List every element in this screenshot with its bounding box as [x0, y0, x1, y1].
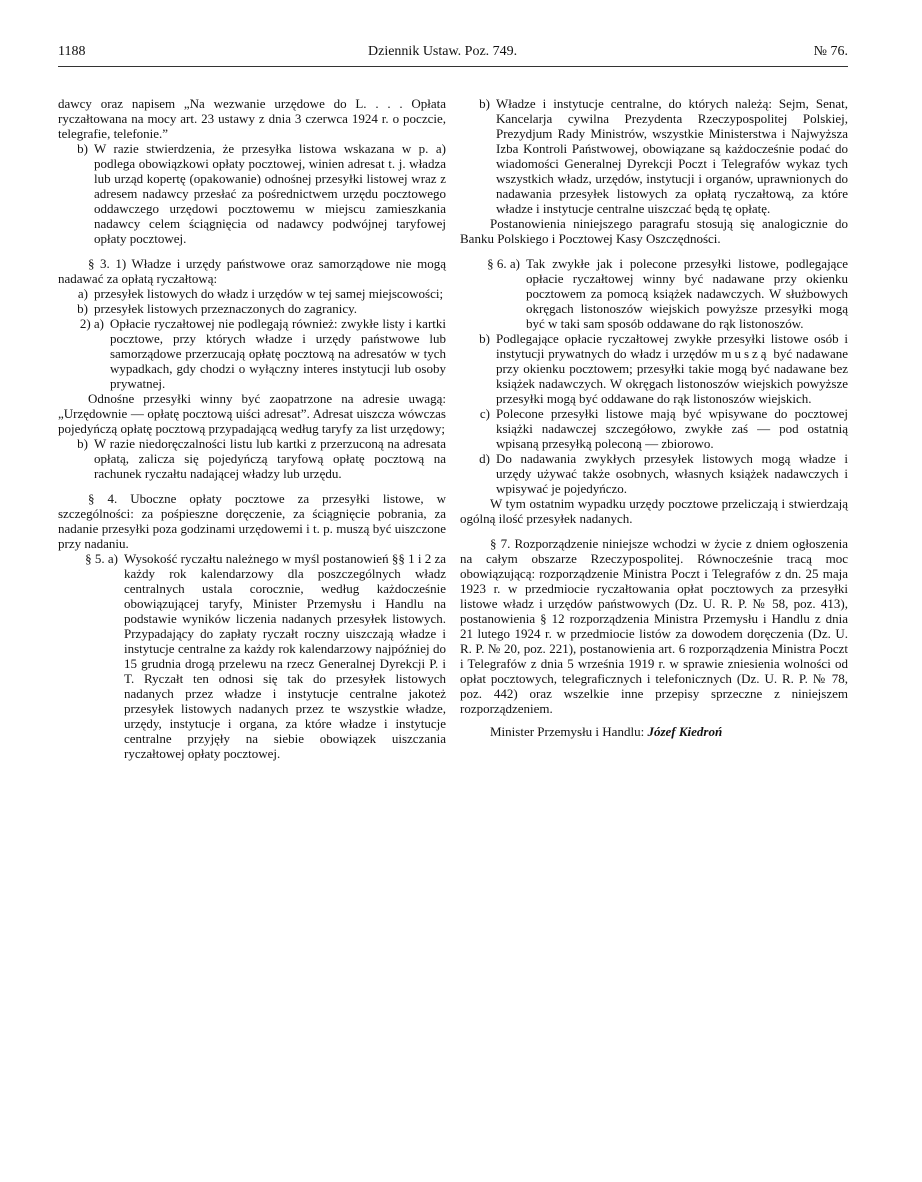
item-label: b) [77, 141, 88, 156]
section-7: § 7. Rozporządzenie niniejsze wchodzi w życie z dniem ogłoszenia na całym obszarze Rzeczypospolitej. Równocześnie tracą moc obowiązującą: rozporządzenie Ministra Poczt i Telegrafów z dn. 25 maja 1923 r. w przedmiocie ryczałtowania opłat pocztowych za przesyłki listowe władz i urzędów państwowych (Dz. U. R. P. № 58, poz. 413), postanowienia § 12 rozporządzenia Ministra Przemysłu i Handlu z dnia 21 lutego 1924 r. w przedmiocie listów za dowodem doręczenia (Dz. U. R. P. № 20, poz. 221), postanowienia art. 6 rozporządzenia Ministra Poczt i Telegrafów z dnia 5 września 1919 r. w sprawie zniesienia wolności od opłat pocztowych, telegraficznych i telefonicznych (Dz. U. R. P. № 78, poz. 442) oraz wszelkie inne przepisy sprzeczne z niniejszem rozporządzeniem. [460, 536, 848, 716]
section-3-intro: § 3. 1) Władze i urzędy państwowe oraz samorządowe nie mogą nadawać za opłatą ryczałtową: [58, 256, 446, 286]
item-text-part1: Podlegające opłacie ryczałtowej zwykłe przesyłki listowe osób i instytucji prywatnych do władz i urzędów [496, 331, 848, 361]
list-item-3b [58, 301, 446, 316]
section-6d [460, 451, 848, 496]
signer-name: Józef Kiedroń [647, 724, 723, 739]
list-item-3-2b [58, 436, 446, 481]
item-text-part2: być nadawane przy okienku pocztowem; przesyłki takie mogą być nadawane bez książek nadawczych. W okręgach listonoszów wiejskich powyższe przesyłki mogą być oddawane do rąk listonoszów wiejskich. [496, 346, 849, 406]
paragraph-continuation: dawcy oraz napisem „Na wezwanie urzędowe do L. . . . Opłata ryczałtowana na mocy art. 23 ustawy z dnia 3 czerwca 1924 r. o poczcie, telegrafie, telefonie.” [58, 96, 446, 141]
item-label: b) [77, 301, 88, 316]
list-item-3-2a [58, 316, 446, 391]
item-text: przesyłek listowych do władz i urzędów w tej samej miejscowości; [94, 286, 444, 301]
item-label: 2) a) [79, 316, 104, 331]
issue-number: № 76. [813, 44, 848, 59]
item-text: W razie stwierdzenia, że przesyłka listowa wskazana w p. a) podlega obowiązkowi opłaty pocztowej, winien adresat t. j. władza lub urząd kopertę (opakowanie) odnośnej przesyłki listowej wraz z adresem nadawcy przesłać za pośrednictwem urzędu pocztowego oddawczego urzędowi pocztowemu w miejscu zamieszkania nadawcy celem ściągnięcia od nadawcy podwójnej taryfowej opłaty pocztowej. [94, 141, 446, 246]
item-text: Opłacie ryczałtowej nie podlegają również: zwykłe listy i kartki pocztowe, przy których władze i urzędy państwowe lub samorządowe przerzucają opłatę pocztową na adresatów w tych wypadkach, gdy chodzi o wyłączny interes instytucji lub osoby prywatnej. [110, 316, 446, 391]
item-text-emphasis: muszą [721, 346, 770, 361]
page-header [58, 44, 848, 64]
item-label: b) [479, 331, 490, 346]
section-6b [460, 331, 848, 406]
item-text [496, 331, 848, 406]
section-5-postscript: Postanowienia niniejszego paragrafu stosują się analogicznie do Banku Polskiego i Pocztowej Kasy Oszczędności. [460, 216, 848, 246]
item-text: przesyłek listowych przeznaczonych do zagranicy. [94, 301, 358, 316]
section-6-closing: W tym ostatnim wypadku urzędy pocztowe przeliczają i stwierdzają ogólną ilość przesyłek nadanych. [460, 496, 848, 526]
item-label: a) [77, 286, 88, 301]
section-4: § 4. Uboczne opłaty pocztowe za przesyłki listowe, w szczególności: za pośpieszne doręczenie, za ściągnięcie pobrania, za nadanie przesyłki poza godzinami urzędowemi i t. p. muszą być uiszczone przy nadaniu. [58, 491, 446, 551]
item-label: b) [77, 436, 88, 451]
item-label: § 6. a) [487, 256, 520, 271]
list-item-3a [58, 286, 446, 301]
section-6a [460, 256, 848, 331]
item-text: Wysokość ryczałtu należnego w myśl postanowień §§ 1 i 2 za każdy rok kalendarzowy dla poszczególnych władz centralnych ustala corocznie, według każdocześnie obowiązującej taryfy, Minister Przemysłu i Handlu na podstawie wyników liczenia nadanych przesyłek listowych. Przypadający do zapłaty ryczałt roczny uiszczają władze i instytucje centralne za każdy rok kalendarzowy najpóźniej do 15 grudnia drogą przelewu na rzecz Generalnej Dyrekcji P. i T. Ryczałt ten odnosi się tak do przesyłek listowych nadanych przez władze i instytucje centralne jakoteż przesyłek listowych nadanych przez te wszystkie władze, urzędy, instytucje i organa, za które władze i instytucje centralne przyjęły na siebie obowiązek uiszczania ryczałtowej opłaty pocztowej. [124, 551, 446, 761]
right-column [460, 96, 848, 752]
section-5a [58, 551, 446, 761]
page-number: 1188 [58, 44, 86, 59]
journal-title: Dziennik Ustaw. Poz. 749. [368, 44, 518, 59]
item-text: W razie niedoręczalności listu lub kartki z przerzuconą na adresata opłatą, zalicza się pojedyńczą taryfową opłatę pocztową na rachunek ryczałtu nadającej władzy lub urzędu. [94, 436, 446, 481]
item-label: b) [479, 96, 490, 111]
section-5b [460, 96, 848, 216]
left-column [58, 96, 446, 761]
section-6c [460, 406, 848, 451]
item-text: Polecone przesyłki listowe mają być wpisywane do pocztowej książki nadawczej szczegółowo, zwykłe zaś — pod ostatnią wpisaną przesyłką poleconą — zbiorowo. [496, 406, 848, 451]
list-item-2b [58, 141, 446, 246]
item-text: Władze i instytucje centralne, do których należą: Sejm, Senat, Kancelarja cywilna Prezydenta Rzeczypospolitej Polskiej, Prezydjum Rady Ministrów, wszystkie Ministerstwa i Najwyższa Izba Kontroli Państwowej, obowiązane są każdocześnie podać do wiadomości Generalnej Dyrekcji Poczt i Telegrafów wykaz tych wszystkich władz, urzędów, instytucji i organów, uprawnionych do nadawania przesyłek listowych za opłatą ryczałtową, za które władze i instytucje centralne uiszczać będą tę opłatę. [496, 96, 848, 216]
signer-title: Minister Przemysłu i Handlu: [490, 724, 645, 739]
signature-line [460, 724, 848, 739]
header-rule [58, 66, 848, 67]
item-label: d) [479, 451, 490, 466]
item-label: c) [479, 406, 490, 421]
item-text: Tak zwykłe jak i polecone przesyłki listowe, podlegające opłacie ryczałtowej winny być nadawane przy okienku pocztowem za pomocą książek nadawczych. W służbowych okręgach listonoszów wiejskich powyższe przesyłki mogą być w taki sam sposób oddawane do rąk listonoszów. [526, 256, 848, 331]
section-3-note: Odnośne przesyłki winny być zaopatrzone na adresie uwagą: „Urzędownie — opłatę pocztową uiści adresat”. Adresat uiszcza wówczas pojedyńczą opłatę pocztową przypadającą według taryfy za list urzędowy; [58, 391, 446, 436]
item-label: § 5. a) [85, 551, 118, 566]
item-text: Do nadawania zwykłych przesyłek listowych mogą władze i urzędy używać także osobnych, własnych książek nadawczych i wpisywać je pojedyńczo. [496, 451, 848, 496]
